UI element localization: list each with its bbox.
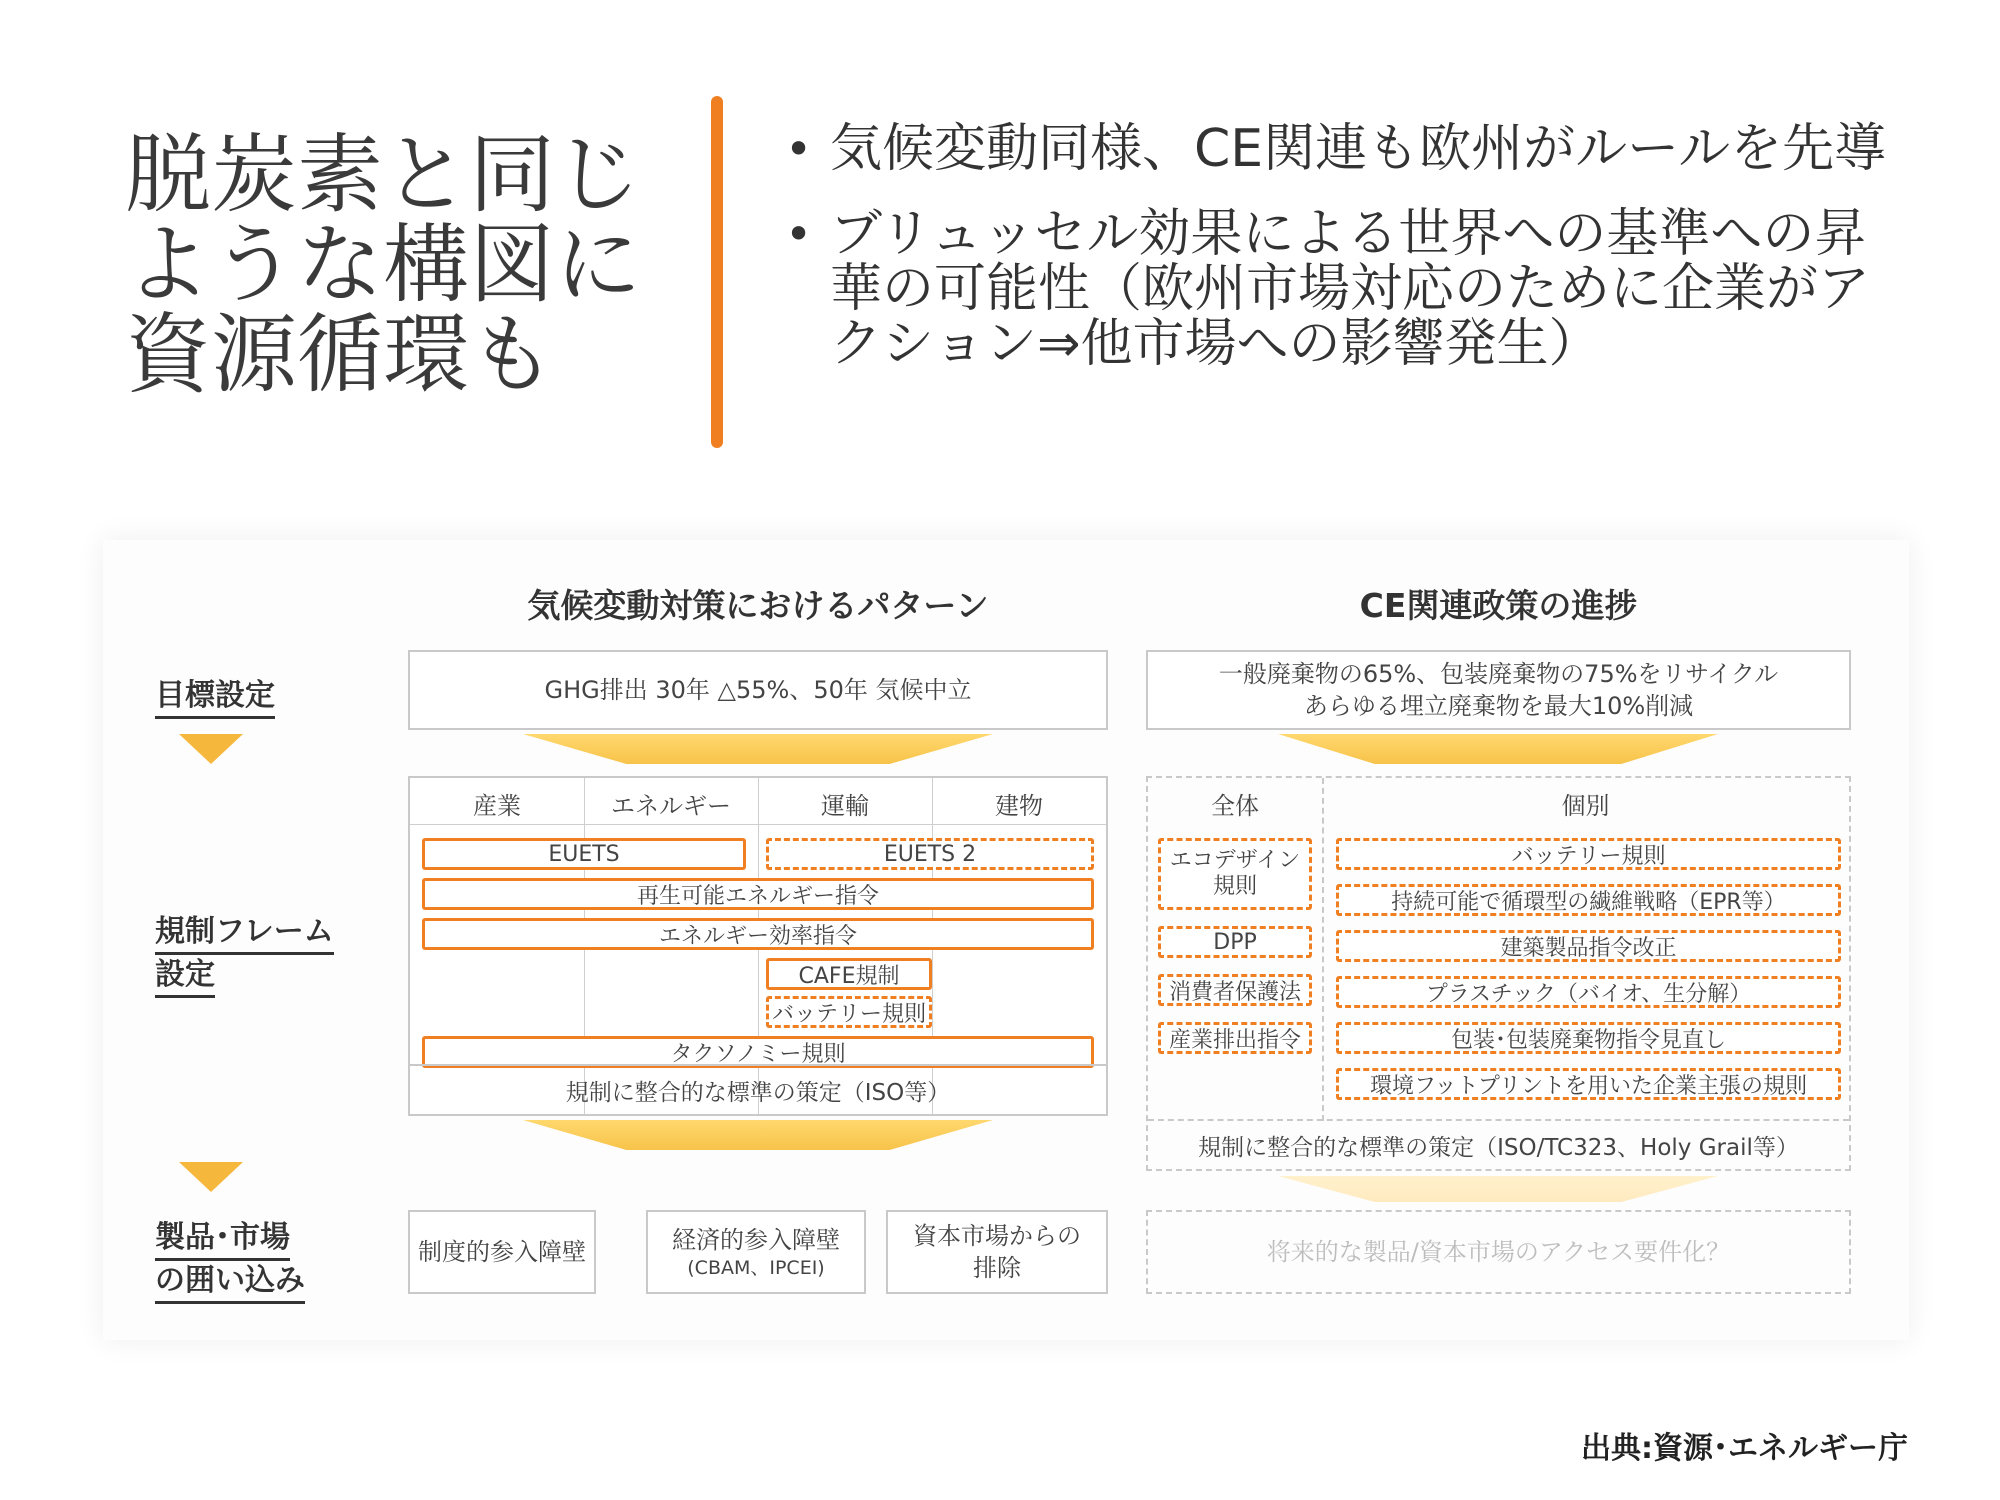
- policy-taxonomy: タクソノミー規則: [422, 1036, 1094, 1068]
- bullet-list: [785, 119, 1905, 402]
- individual-battery: バッテリー規則: [1336, 838, 1841, 870]
- title-line-2: ような構図に: [125, 215, 641, 315]
- bullet-item-1: • 気候変動同様、CE関連も欧州がルールを先導: [785, 122, 1905, 177]
- left-standards-row: 規制に整合的な標準の策定（ISO等）: [410, 1064, 1106, 1114]
- right-framework-table: [1146, 776, 1851, 1171]
- right-standards-row: 規制に整合的な標準の策定（ISO/TC323、Holy Grail等）: [1148, 1119, 1849, 1169]
- right-goal-box: 一般廃棄物の65%、包装廃棄物の75%をリサイクル あらゆる埋立廃棄物を最大10%削減: [1146, 650, 1851, 730]
- policy-euets2: EUETS 2: [766, 838, 1094, 870]
- row-label-goal: 目標設定: [155, 676, 275, 719]
- barrier-institutional: 制度的参入障壁: [408, 1210, 596, 1294]
- sector-industry: 産業: [473, 792, 521, 820]
- barrier-capital-market: 資本市場からの 排除: [886, 1210, 1108, 1294]
- row-arrow-1: [179, 734, 243, 764]
- left-column-heading: 気候変動対策におけるパターン: [527, 586, 989, 625]
- individual-plastic: プラスチック（バイオ、生分解）: [1336, 976, 1841, 1008]
- policy-battery: バッテリー規則: [766, 996, 932, 1028]
- barrier-economic: 経済的参入障壁 (CBAM、IPCEI): [646, 1210, 866, 1294]
- row-arrow-2: [179, 1162, 243, 1192]
- overall-industrial-emissions: 産業排出指令: [1158, 1022, 1312, 1054]
- sector-buildings: 建物: [995, 792, 1043, 820]
- individual-textile: 持続可能で循環型の繊維戦略（EPR等）: [1336, 884, 1841, 916]
- right-arrow-goal: [1278, 734, 1718, 764]
- overall-ecodesign: エコデザイン 規則: [1158, 838, 1312, 910]
- policy-cafe: CAFE規制: [766, 958, 932, 990]
- col-individual: 個別: [1561, 792, 1610, 820]
- row-label-market: 製品･市場 の囲い込み: [155, 1218, 305, 1304]
- individual-footprint: 環境フットプリントを用いた企業主張の規則: [1336, 1068, 1841, 1100]
- left-goal-box: GHG排出 30年 △55%、50年 気候中立: [408, 650, 1108, 730]
- left-framework-table: [408, 776, 1108, 1116]
- policy-efficiency: エネルギー効率指令: [422, 918, 1094, 950]
- slide-title: [125, 125, 645, 405]
- sector-transport: 運輸: [821, 792, 869, 820]
- orange-divider: [711, 96, 723, 448]
- source-credit: 出典:資源･エネルギー庁: [1581, 1431, 1908, 1466]
- row-label-framework: 規制フレーム 設定: [155, 912, 334, 998]
- col-overall: 全体: [1211, 792, 1259, 820]
- individual-packaging: 包装･包装廃棄物指令見直し: [1336, 1022, 1841, 1054]
- individual-construction: 建築製品指令改正: [1336, 930, 1841, 962]
- left-arrow-framework: [523, 1120, 993, 1150]
- title-line-3: 資源循環も: [125, 305, 555, 405]
- sector-energy: エネルギー: [611, 792, 731, 820]
- policy-euets: EUETS: [422, 838, 746, 870]
- policy-renewable: 再生可能エネルギー指令: [422, 878, 1094, 910]
- policy-comparison-figure: [103, 540, 1909, 1340]
- right-future-box: 将来的な製品/資本市場のアクセス要件化？: [1146, 1210, 1851, 1294]
- left-arrow-goal: [523, 734, 993, 764]
- overall-dpp: DPP: [1158, 926, 1312, 958]
- right-column-heading: CE関連政策の進捗: [1359, 586, 1638, 625]
- right-arrow-framework: [1278, 1176, 1718, 1202]
- title-line-1: 脱炭素と同じ: [125, 125, 641, 225]
- overall-consumer-protection: 消費者保護法: [1158, 974, 1312, 1006]
- bullet-item-2: • ブリュッセル効果による世界への基準への昇華の可能性（欧州市場対応のために企業がアクション⇒他市場への影響発生）: [785, 207, 1905, 372]
